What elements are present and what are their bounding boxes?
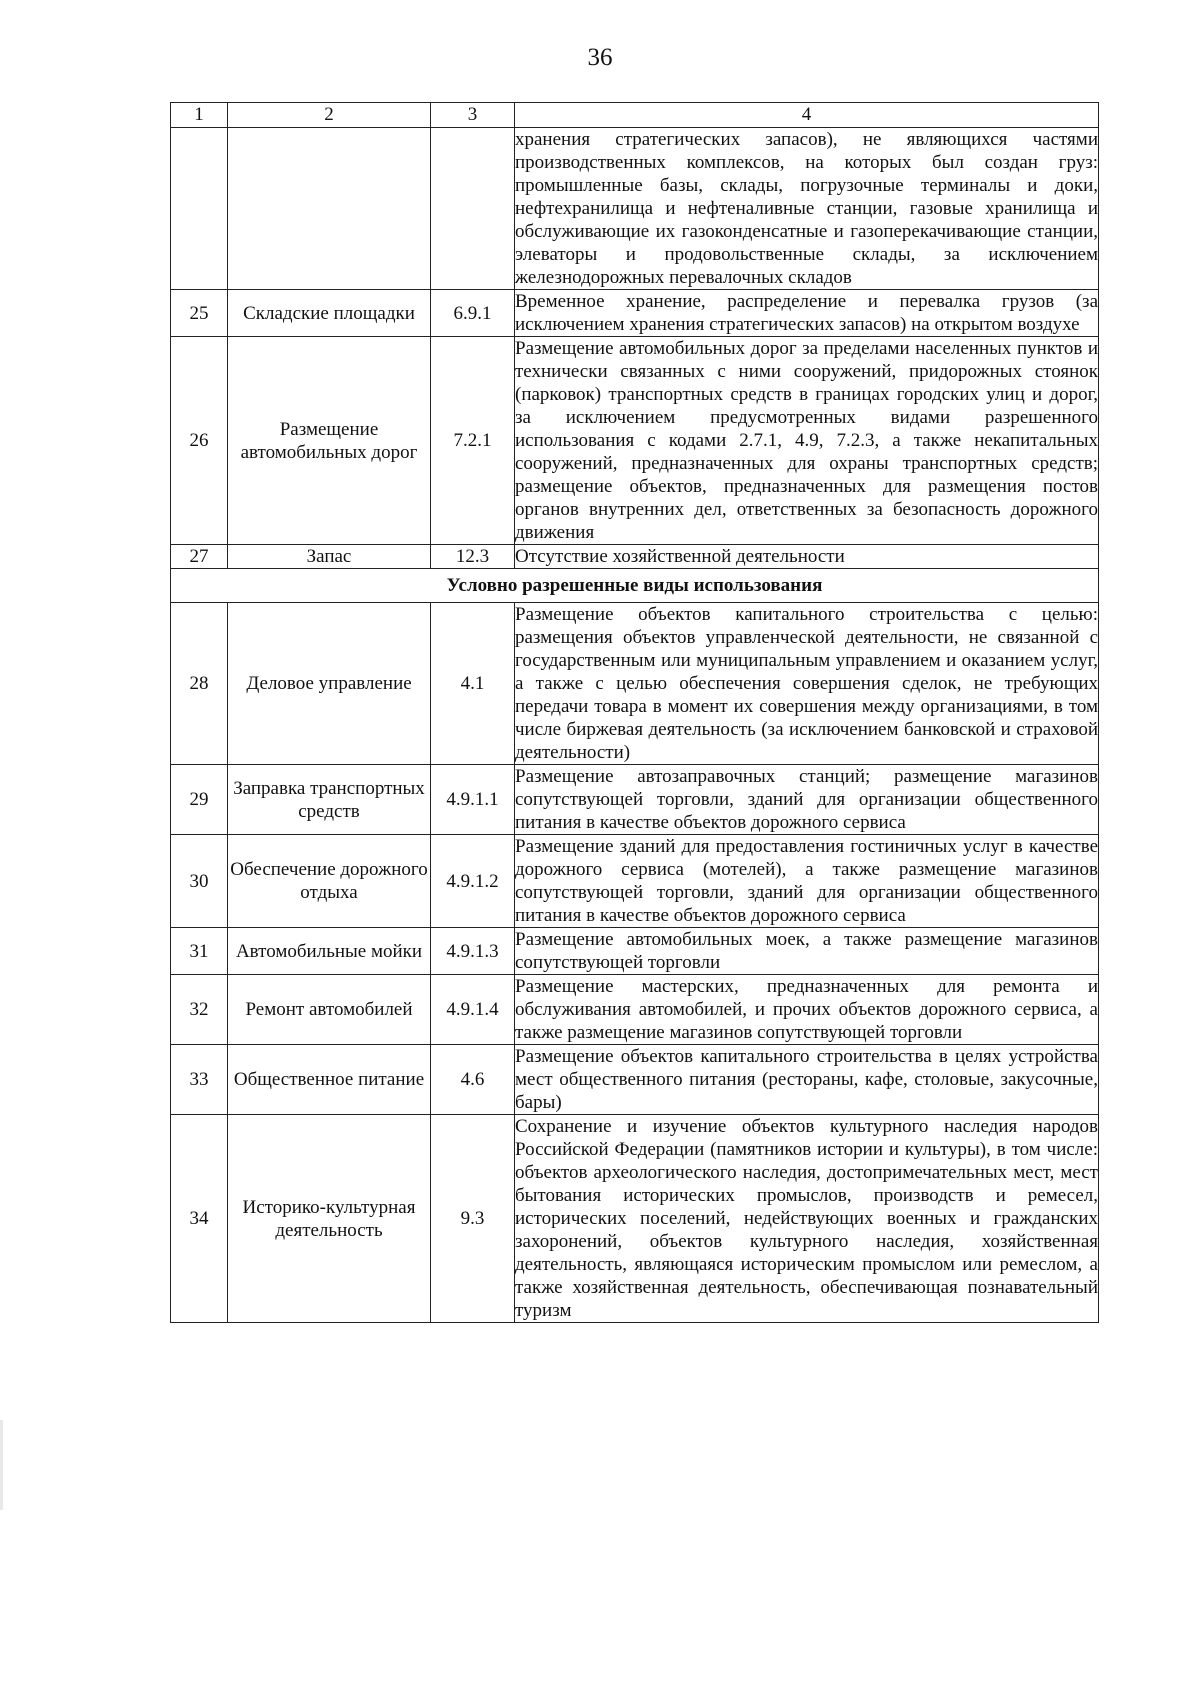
row-code: 12.3 — [431, 545, 515, 569]
table-row — [171, 603, 1099, 765]
row-description: Размещение автомобильных моек, а также размещение магазинов сопутствующей торговли — [515, 929, 1098, 973]
table-row — [171, 975, 1099, 1045]
row-description: Сохранение и изучение объектов культурного наследия народов Российской Федерации (памятников истории и культуры), в том числе: объектов археологического наследия, достопримечательных мест, мест бытования исторических промыслов, производств и ремесел, исторических поселений, недействующих военных и гражданских захоронений, объектов культурного наследия, хозяйственная деятельность, являющаяся историческим промыслом или ремеслом, а также хозяйственная деятельность, обеспечивающая познавательный туризм — [515, 1116, 1098, 1321]
row-number: 31 — [171, 928, 228, 975]
row-name: Заправка транспортных средств — [228, 765, 431, 835]
row-description: хранения стратегических запасов), не являющихся частями производственных комплексов, на которых был создан груз: промышленные базы, склады, погрузочные терминалы и доки, нефтехранилища и нефтеналивные станции, газовые хранилища и обслуживающие их газоконденсатные и газоперекачивающие станции, элеваторы и продовольственные склады, за исключением железнодорожных перевалочных складов — [515, 129, 1098, 288]
header-col-1: 1 — [171, 103, 228, 128]
table-row — [171, 1115, 1099, 1323]
header-col-3: 3 — [431, 103, 515, 128]
table-row — [171, 290, 1099, 337]
row-code: 4.9.1.2 — [431, 835, 515, 928]
table-row — [171, 765, 1099, 835]
table-row — [171, 337, 1099, 545]
row-number: 30 — [171, 835, 228, 928]
row-code: 7.2.1 — [431, 337, 515, 545]
row-number: 27 — [171, 545, 228, 569]
table-row — [171, 928, 1099, 975]
row-code — [431, 128, 515, 290]
row-description: Временное хранение, распределение и перевалка грузов (за исключением хранения стратегических запасов) на открытом воздухе — [515, 291, 1098, 335]
row-number — [171, 128, 228, 290]
table-row — [171, 835, 1099, 928]
row-name: Общественное питание — [228, 1045, 431, 1115]
scan-edge-mark — [0, 1420, 3, 1510]
row-code: 9.3 — [431, 1115, 515, 1323]
section-row — [171, 569, 1099, 603]
row-number: 29 — [171, 765, 228, 835]
row-description: Размещение мастерских, предназначенных для ремонта и обслуживания автомобилей, и прочих объектов дорожного сервиса, а также размещение магазинов сопутствующей торговли — [515, 976, 1098, 1043]
row-name: Деловое управление — [228, 603, 431, 765]
header-col-4: 4 — [515, 103, 1099, 128]
row-description: Размещение объектов капитального строительства с целью: размещения объектов управленческой деятельности, не связанной с государственным или муниципальным управлением и оказанием услуг, а также с целью обеспечения совершения сделок, не требующих передачи товара в момент их совершения между организациями, в том числе биржевая деятельность (за исключением банковской и страховой деятельности) — [515, 604, 1098, 763]
row-number: 33 — [171, 1045, 228, 1115]
page-number: 36 — [587, 44, 613, 71]
table-row — [171, 1045, 1099, 1115]
row-name: Историко-культурная деятельность — [228, 1115, 431, 1323]
row-name — [228, 128, 431, 290]
table-row-continuation — [171, 128, 1099, 290]
row-code: 6.9.1 — [431, 290, 515, 337]
row-description: Размещение автомобильных дорог за пределами населенных пунктов и технически связанных с ними сооружений, придорожных стоянок (парковок) транспортных средств в границах городских улиц и дорог, за исключением предусмотренных видами разрешенного использования с кодами 2.7.1, 4.9, 7.2.3, а также некапитальных сооружений, предназначенных для охраны транспортных средств; размещение объектов, предназначенных для размещения постов органов внутренних дел, ответственных за безопасность дорожного движения — [515, 338, 1098, 543]
row-code: 4.9.1.1 — [431, 765, 515, 835]
row-number: 32 — [171, 975, 228, 1045]
land-use-table — [170, 102, 1099, 1323]
row-number: 34 — [171, 1115, 228, 1323]
row-number: 25 — [171, 290, 228, 337]
row-code: 4.9.1.3 — [431, 928, 515, 975]
row-name: Ремонт автомобилей — [228, 975, 431, 1045]
section-title: Условно разрешенные виды использования — [171, 569, 1099, 603]
row-number: 28 — [171, 603, 228, 765]
row-description: Отсутствие хозяйственной деятельности — [515, 545, 1099, 569]
row-code: 4.9.1.4 — [431, 975, 515, 1045]
row-description: Размещение автозаправочных станций; размещение магазинов сопутствующей торговли, зданий для организации общественного питания в качестве объектов дорожного сервиса — [515, 766, 1098, 833]
header-col-2: 2 — [228, 103, 431, 128]
row-code: 4.6 — [431, 1045, 515, 1115]
row-description: Размещение объектов капитального строительства в целях устройства мест общественного питания (рестораны, кафе, столовые, закусочные, бары) — [515, 1046, 1098, 1113]
row-code: 4.1 — [431, 603, 515, 765]
header-row — [171, 103, 1099, 128]
row-description: Размещение зданий для предоставления гостиничных услуг в качестве дорожного сервиса (мотелей), а также размещение магазинов сопутствующей торговли, зданий для организации общественного питания в качестве объектов дорожного сервиса — [515, 836, 1098, 926]
table-row — [171, 545, 1099, 569]
row-name: Запас — [228, 545, 431, 569]
row-name: Обеспечение дорожного отдыха — [228, 835, 431, 928]
row-number: 26 — [171, 337, 228, 545]
row-name: Автомобильные мойки — [228, 928, 431, 975]
row-name: Размещение автомобильных дорог — [228, 337, 431, 545]
row-name: Складские площадки — [228, 290, 431, 337]
